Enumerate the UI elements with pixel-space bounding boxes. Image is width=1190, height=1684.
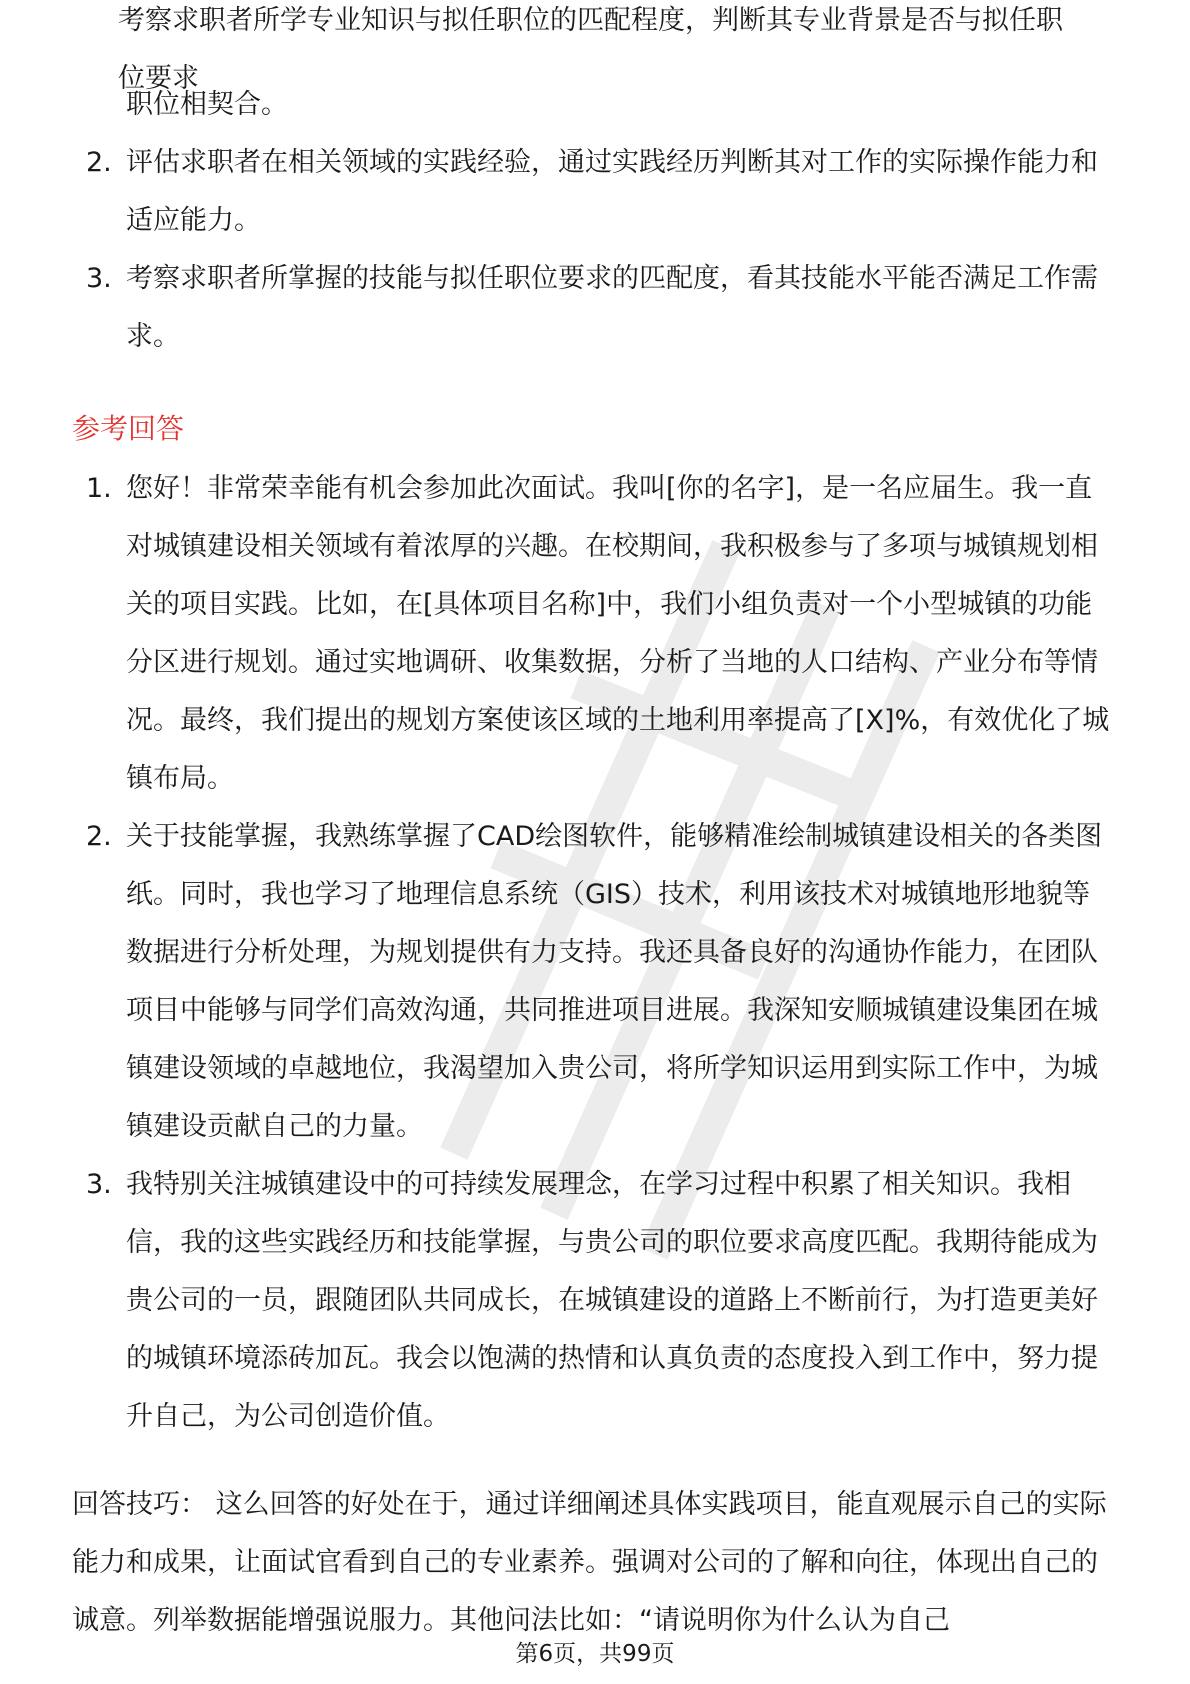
reference-answer-heading: 参考回答	[72, 412, 185, 446]
list-item	[0, 76, 1190, 134]
list-number: 3.	[86, 1169, 112, 1200]
list-item	[0, 250, 1190, 366]
answer-list	[0, 460, 1190, 1446]
cut-off-text-line: 考察求职者所学专业知识与拟任职位的匹配程度，判断其专业背景是否与拟任职位要求	[118, 5, 1063, 94]
list-number: 1.	[86, 473, 112, 504]
list-item	[0, 460, 1190, 808]
list-number: 3.	[86, 263, 112, 294]
continuation-text: 职位相契合。	[126, 89, 288, 120]
list-item-text: 考察求职者所掌握的技能与拟任职位要求的匹配度，看其技能水平能否满足工作需求。	[126, 263, 1098, 352]
list-item	[0, 1156, 1190, 1446]
list-item	[0, 808, 1190, 1156]
list-item-text: 关于技能掌握，我熟练掌握了CAD绘图软件，能够精准绘制城镇建设相关的各类图纸。同时，我也学习了地理信息系统（GIS）技术，利用该技术对城镇地形地貌等数据进行分析处理，为规划提供有力支持。我还具备良好的沟通协作能力，在团队项目中能够与同学们高效沟通，共同推进项目进展。我深知安顺城镇建设集团在城镇建设领域的卓越地位，我渴望加入贵公司，将所学知识运用到实际工作中，为城镇建设贡献自己的力量。	[126, 821, 1103, 1142]
list-item-text: 您好！非常荣幸能有机会参加此次面试。我叫[你的名字]，是一名应届生。我一直对城镇建设相关领域有着浓厚的兴趣。在校期间，我积极参与了多项与城镇规划相关的项目实践。比如，在[具体项目名称]中，我们小组负责对一个小型城镇的功能分区进行规划。通过实地调研、收集数据，分析了当地的人口结构、产业分布等情况。最终，我们提出的规划方案使该区域的土地利用率提高了[X]%，有效优化了城镇布局。	[126, 473, 1110, 794]
criteria-list	[0, 76, 1190, 366]
list-item	[0, 134, 1190, 250]
answer-tips-paragraph: 回答技巧： 这么回答的好处在于，通过详细阐述具体实践项目，能直观展示自己的实际能力和成果，让面试官看到自己的专业素养。强调对公司的了解和向往，体现出自己的诚意。列举数据能增强说服力。其他问法比如：“请说明你为什么认为自己	[72, 1489, 1107, 1636]
list-item-text: 我特别关注城镇建设中的可持续发展理念，在学习过程中积累了相关知识。我相信，我的这些实践经历和技能掌握，与贵公司的职位要求高度匹配。我期待能成为贵公司的一员，跟随团队共同成长，在城镇建设的道路上不断前行，为打造更美好的城镇环境添砖加瓦。我会以饱满的热情和认真负责的态度投入到工作中，努力提升自己，为公司创造价值。	[126, 1169, 1098, 1432]
page-number-footer: 第6页，共99页	[515, 1641, 675, 1667]
list-number: 2.	[86, 147, 112, 178]
list-item-text: 评估求职者在相关领域的实践经验，通过实践经历判断其对工作的实际操作能力和适应能力。	[126, 147, 1098, 236]
list-number: 2.	[86, 821, 112, 852]
